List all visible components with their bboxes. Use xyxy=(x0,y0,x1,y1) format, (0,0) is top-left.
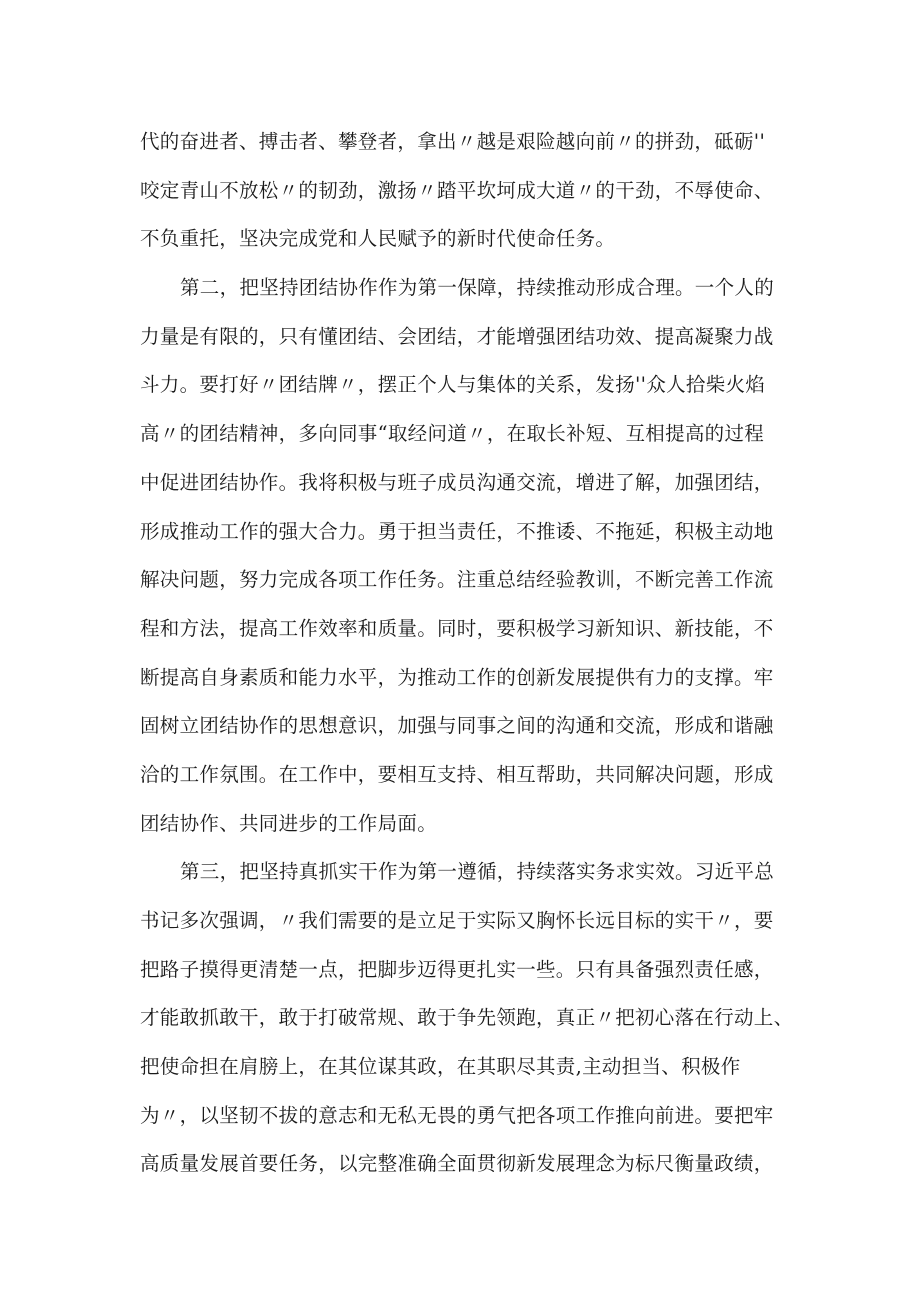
text-line: 代的奋进者、搏击者、攀登者，拿出〃越是艰险越向前〃的拼劲，砥砺'' xyxy=(140,130,766,153)
text-line: 形成推动工作的强大合力。勇于担当责任，不推诿、不拖延，积极主动地 xyxy=(140,519,774,543)
text-line: 才能敢抓敢干，敢于打破常规、敢于争先领跑，真正〃把初心落在行动上、 xyxy=(140,1006,794,1030)
text-line: 把路子摸得更清楚一点，把脚步迈得更扎实一些。只有具备强烈责任感， xyxy=(140,957,774,981)
text-line: 书记多次强调，〃我们需要的是立足于实际又胸怀长远目标的实干〃，要 xyxy=(140,909,774,932)
document-body xyxy=(140,118,800,1189)
text-line: 不负重托，坚决完成党和人民赋予的新时代使命任务。 xyxy=(140,227,616,251)
text-line: 程和方法，提高工作效率和质量。同时，要积极学习新知识、新技能，不 xyxy=(140,616,774,640)
text-line: 断提高自身素质和能力水平，为推动工作的创新发展提供有力的支撑。牢 xyxy=(140,665,774,689)
text-line: 高〃的团结精神，多向同事“取经问道〃，在取长补短、互相提高的过程 xyxy=(140,422,765,446)
text-line: 斗力。要打好〃团结牌〃，摆正个人与集体的关系，发扬''众人拾柴火焰 xyxy=(140,373,766,397)
paragraph-start-line: 第二，把坚持团结协作作为第一保障，持续推动形成合理。一个人的 xyxy=(180,276,775,300)
text-line: 解决问题，努力完成各项工作任务。注重总结经验教训，不断完善工作流 xyxy=(140,568,774,592)
text-line: 为〃，以坚韧不拔的意志和无私无畏的勇气把各项工作推向前进。要把牢 xyxy=(140,1103,774,1127)
text-line: 高质量发展首要任务，以完整准确全面贯彻新发展理念为标尺衡量政绩， xyxy=(140,1152,774,1176)
text-line: 咬定青山不放松〃的韧劲，激扬〃踏平坎坷成大道〃的干劲，不辱使命、 xyxy=(140,178,774,202)
paragraph-start-line: 第三，把坚持真抓实干作为第一遵循，持续落实务求实效。习近平总 xyxy=(180,860,775,884)
text-line: 把使命担在肩膀上，在其位谋其政，在其职尽其责,主动担当、积极作 xyxy=(140,1055,741,1079)
text-line: 团结协作、共同进步的工作局面。 xyxy=(140,811,438,835)
text-line: 中促进团结协作。我将积极与班子成员沟通交流，增进了解，加强团结， xyxy=(140,470,774,494)
text-line: 洽的工作氛围。在工作中，要相互支持、相互帮助，共同解决问题，形成 xyxy=(140,762,774,786)
text-line: 力量是有限的，只有懂团结、会团结，才能增强团结功效、提高凝聚力战 xyxy=(140,324,774,348)
text-line: 固树立团结协作的思想意识，加强与同事之间的沟通和交流，形成和谐融 xyxy=(140,714,774,738)
